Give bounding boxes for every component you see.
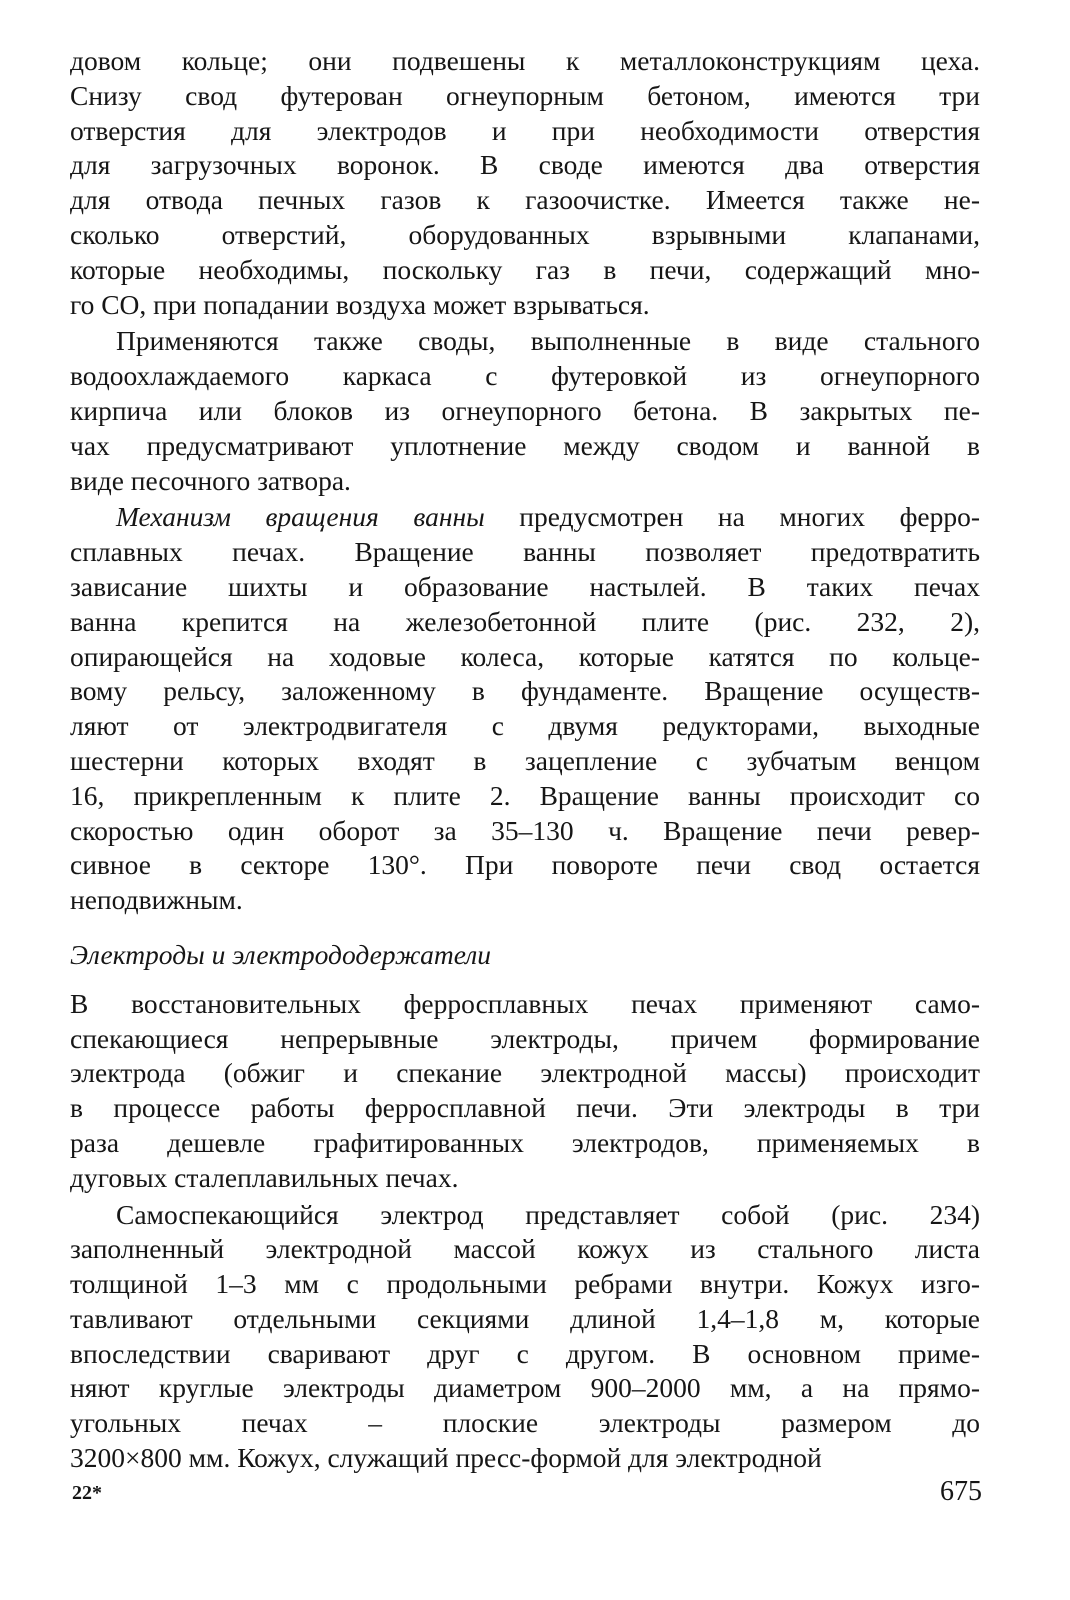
text-line: дуговых сталеплавильных печах. bbox=[70, 1161, 459, 1193]
text-line: шестерни которых входят в зацепление с зубчатым венцом bbox=[70, 744, 980, 776]
text-line: которые необходимы, поскольку газ в печи, содержащий мно- bbox=[70, 253, 980, 285]
text-line: Применяются также своды, выполненные в виде стального bbox=[116, 325, 980, 357]
text-line: для отвода печных газов к газоочистке. Имеется также не- bbox=[70, 184, 980, 216]
text-line: 16, прикрепленным к плите 2. Вращение ванны происходит со bbox=[70, 779, 980, 811]
page-footer bbox=[72, 1476, 982, 1516]
text-line: толщиной 1–3 мм с продольными ребрами внутри. Кожух изго- bbox=[70, 1268, 980, 1300]
text-line: сивное в секторе 130°. При повороте печи свод остается bbox=[70, 849, 980, 881]
paragraph-3 bbox=[70, 500, 980, 918]
text-line: кирпича или блоков из огнеупорного бетона. В закрытых пе- bbox=[70, 394, 980, 426]
text-line: водоохлаждаемого каркаса с футеровкой из огнеупорного bbox=[70, 360, 980, 392]
page-body bbox=[70, 44, 980, 1476]
text-line: Снизу свод футерован огнеупорным бетоном, имеются три bbox=[70, 79, 980, 111]
text-line: впоследствии сваривают друг с другом. В основном приме- bbox=[70, 1337, 980, 1369]
text-line: го СО, при попадании воздуха может взрываться. bbox=[70, 288, 650, 320]
page-number: 675 bbox=[940, 1476, 982, 1507]
text-line: спекающиеся непрерывные электроды, причем формирование bbox=[70, 1022, 980, 1054]
paragraph-4 bbox=[70, 987, 980, 1196]
text-line: тавливают отдельными секциями длиной 1,4–1,8 м, которые bbox=[70, 1302, 980, 1334]
text-line: сколько отверстий, оборудованных взрывными клапанами, bbox=[70, 218, 980, 250]
text-line: ванна крепится на железобетонной плите (рис. 232, 2), bbox=[70, 605, 980, 637]
text-line: отверстия для электродов и при необходимости отверстия bbox=[70, 114, 980, 146]
text-line: раза дешевле графитированных электродов, применяемых в bbox=[70, 1126, 980, 1158]
text-line: зависание шихты и образование настылей. В таких печах bbox=[70, 570, 980, 602]
paragraph-5 bbox=[70, 1198, 980, 1476]
text-line: няют круглые электроды диаметром 900–2000 мм, а на прямо- bbox=[70, 1372, 980, 1404]
text-line: сплавных печах. Вращение ванны позволяет предотвратить bbox=[70, 536, 980, 568]
italic-term: Механизм вращения ванны bbox=[116, 501, 485, 533]
text-line: опирающейся на ходовые колеса, которые катятся по кольце- bbox=[70, 640, 980, 672]
text-line: В восстановительных ферросплавных печах применяют само- bbox=[70, 987, 980, 1019]
paragraph-1 bbox=[70, 44, 980, 322]
text-line: чах предусматривают уплотнение между сводом и ванной в bbox=[70, 429, 980, 461]
text-fragment: предусмотрен на многих ферро- bbox=[484, 501, 980, 533]
text-line: ляют от электродвигателя с двумя редукторами, выходные bbox=[70, 710, 980, 742]
text-line: скоростью один оборот за 35–130 ч. Вращение печи ревер- bbox=[70, 814, 980, 846]
text-line: виде песочного затвора. bbox=[70, 464, 351, 496]
text-line: довом кольце; они подвешены к металлоконструкциям цеха. bbox=[70, 45, 980, 76]
text-line: заполненный электродной массой кожух из стального листа bbox=[70, 1233, 980, 1265]
text-line: Самоспекающийся электрод представляет собой (рис. 234) bbox=[116, 1198, 980, 1230]
text-line: угольных печах – плоские электроды размером до bbox=[70, 1407, 980, 1439]
section-heading: Электроды и электрододержатели bbox=[70, 938, 491, 970]
text-line: вому рельсу, заложенному в фундаменте. Вращение осуществ- bbox=[70, 675, 980, 707]
paragraph-2 bbox=[70, 324, 980, 498]
text-line: электрода (обжиг и спекание электродной массы) происходит bbox=[70, 1057, 980, 1089]
text-line: для загрузочных воронок. В своде имеются два отверстия bbox=[70, 149, 980, 181]
text-line: в процессе работы ферросплавной печи. Эти электроды в три bbox=[70, 1092, 980, 1124]
text-line bbox=[70, 500, 980, 535]
text-line: 3200×800 мм. Кожух, служащий пресс-формой для электродной bbox=[70, 1442, 822, 1474]
signature-mark: 22* bbox=[72, 1482, 102, 1504]
text-line: неподвижным. bbox=[70, 884, 243, 916]
